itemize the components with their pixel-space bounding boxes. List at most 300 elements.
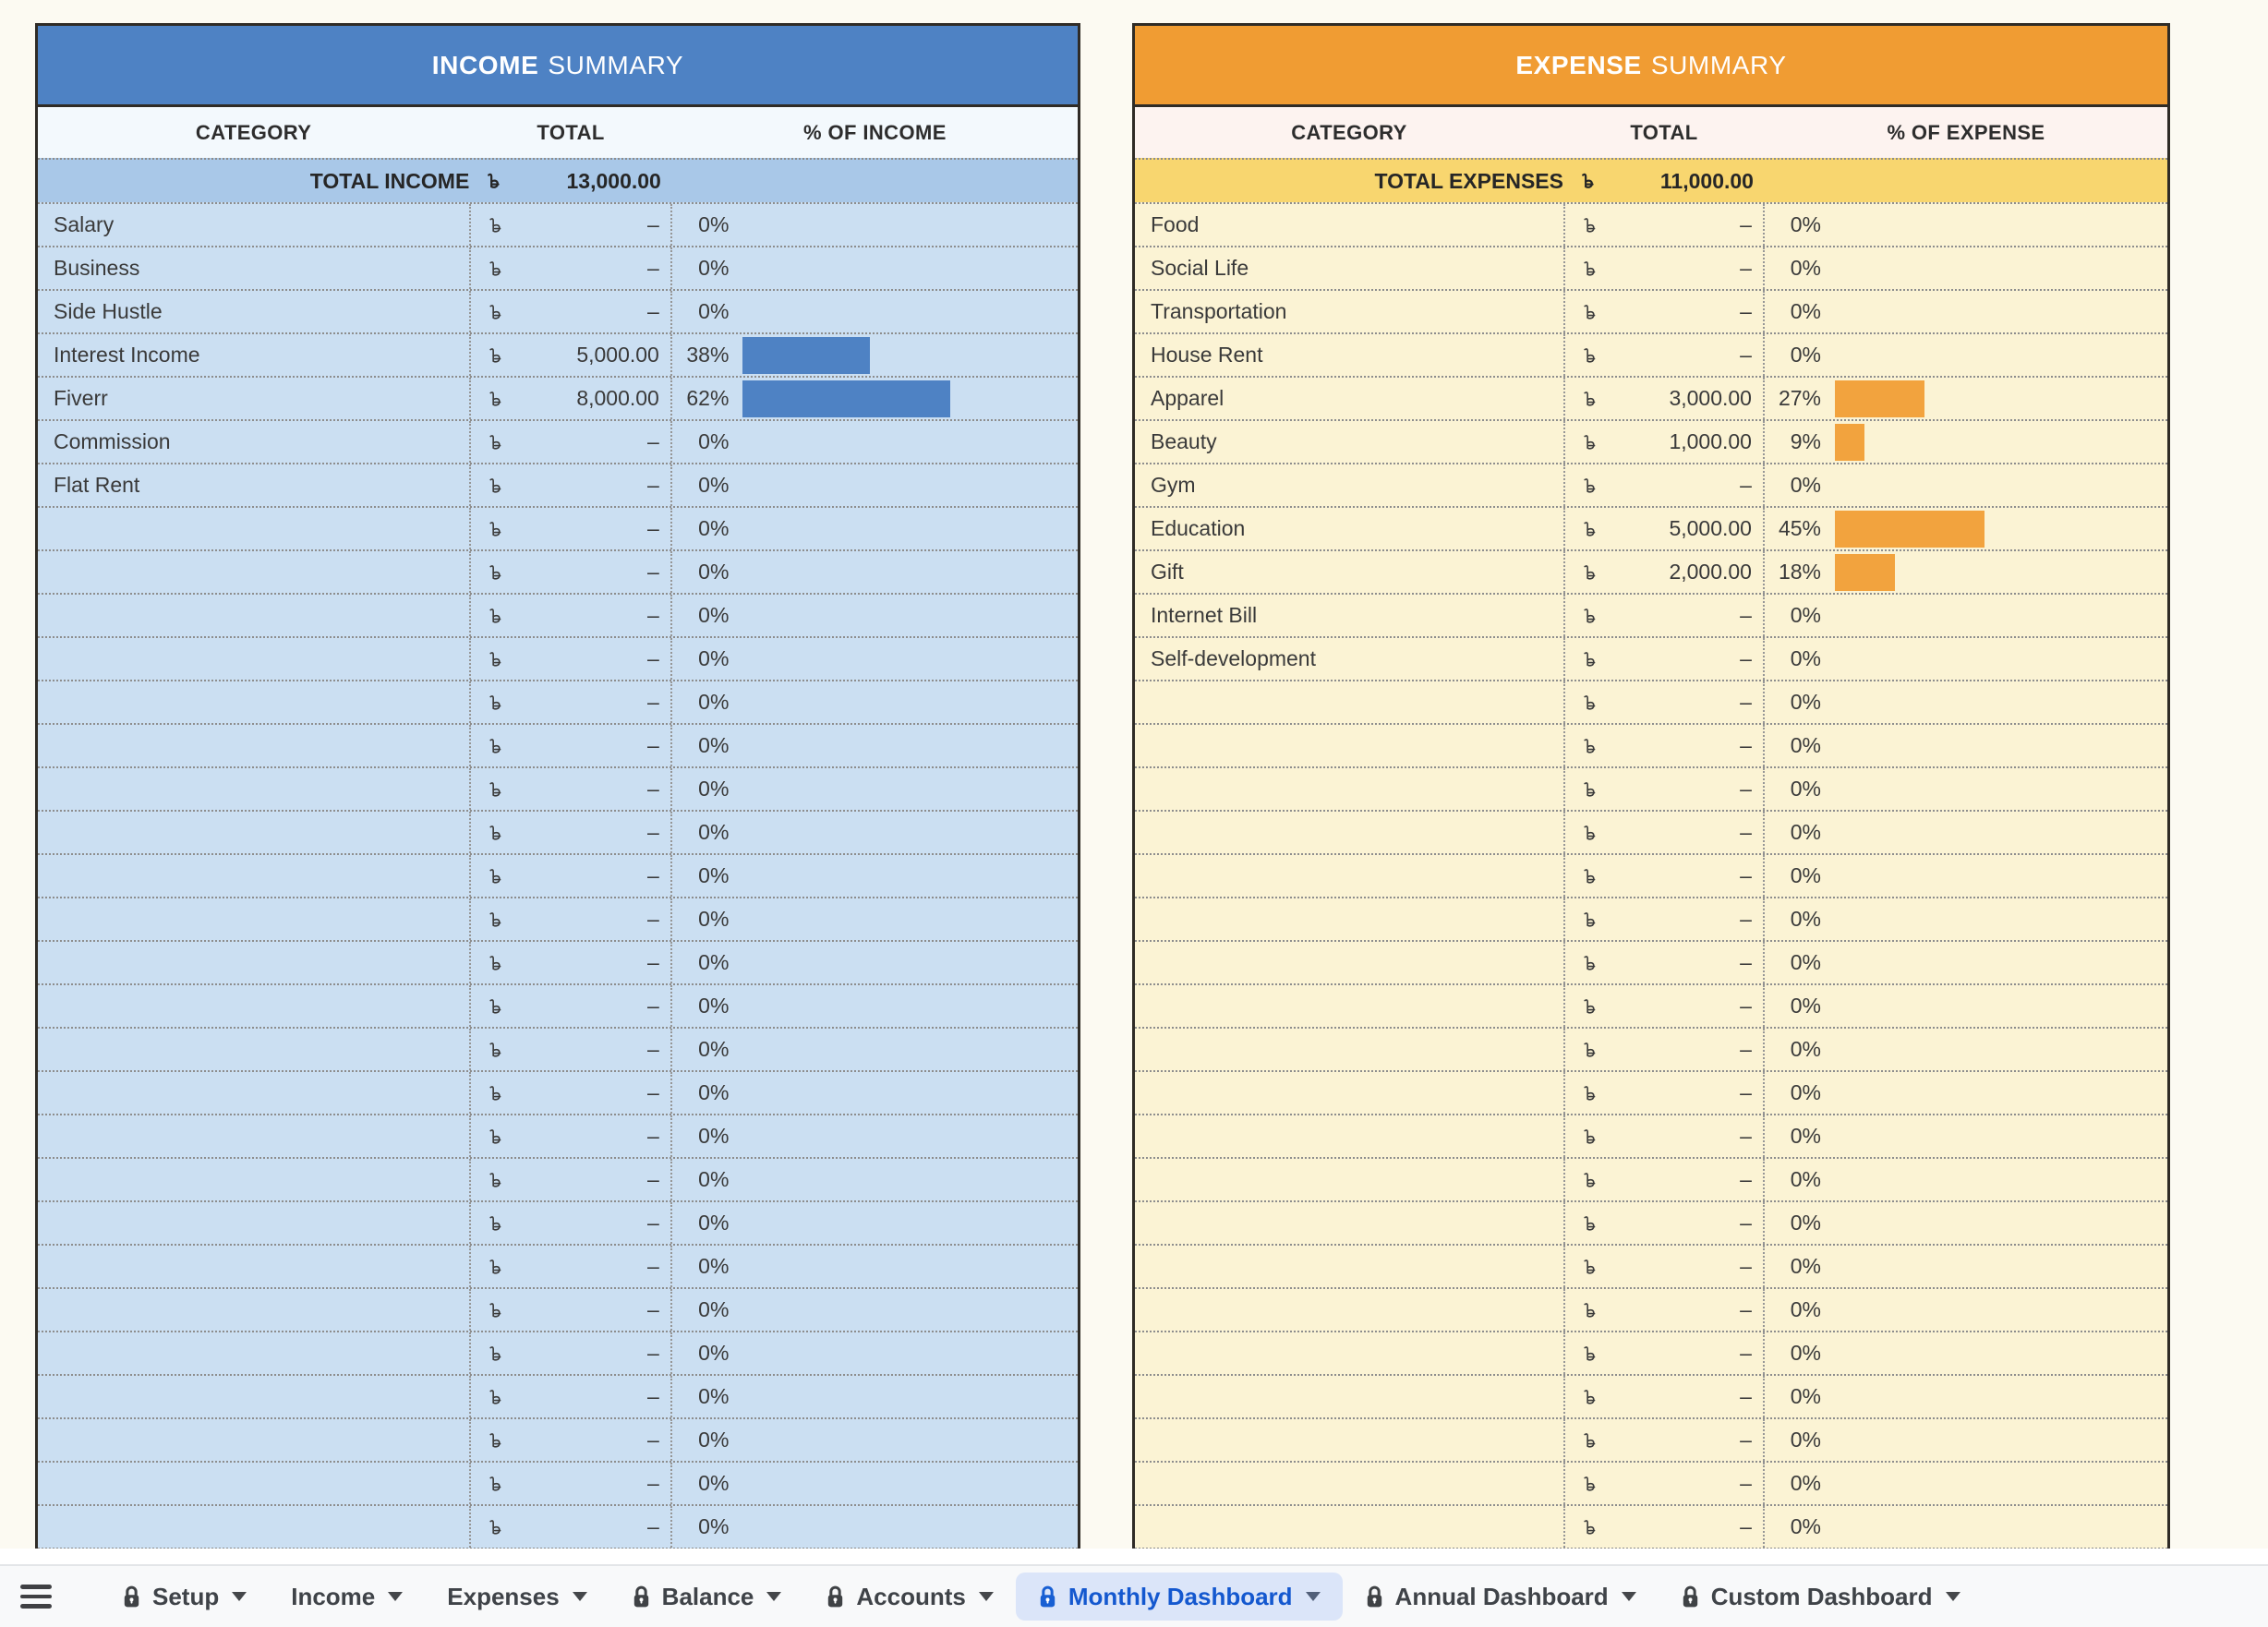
sheet-tab-label: Annual Dashboard [1394,1582,1609,1610]
category-cell[interactable]: Side Hustle [54,299,163,323]
category-cell[interactable]: Food [1151,212,1200,236]
amount-cell[interactable] [469,1463,672,1504]
sheet-tab-custom-dashboard[interactable] [1659,1573,1983,1621]
category-cell[interactable] [38,1419,469,1461]
percent-cell[interactable]: 0% [1790,1297,1821,1321]
amount-cell[interactable] [469,855,672,897]
category-cell[interactable]: Flat Rent [54,473,140,497]
percent-cell[interactable]: 0% [698,820,730,844]
amount-cell[interactable] [469,898,672,940]
percent-cell[interactable]: 9% [1790,429,1821,453]
income-row [38,1417,1078,1461]
percent-cell[interactable]: 0% [1790,343,1821,367]
expense-column-headers [1135,107,2167,158]
percent-cell[interactable]: 0% [1790,299,1821,323]
percent-cell[interactable]: 0% [698,1428,730,1452]
category-cell[interactable]: Internet Bill [1151,603,1258,627]
percent-bar-cell [1835,681,2167,723]
chevron-down-icon[interactable] [1306,1592,1321,1601]
percent-bar-cell [1835,1289,2167,1331]
category-cell[interactable] [1135,1376,1563,1417]
category-cell[interactable]: Apparel [1151,386,1224,410]
percent-cell[interactable]: 0% [698,603,730,627]
percent-bar-cell [742,855,1078,897]
amount-cell[interactable] [1563,1463,1765,1504]
amount-cell[interactable] [469,1332,672,1374]
taka-currency-icon [488,649,502,669]
amount-cell[interactable] [469,1376,672,1417]
category-cell[interactable] [1135,1289,1563,1331]
taka-currency-icon [1582,693,1597,713]
taka-currency-icon [488,606,502,626]
amount-cell[interactable] [469,1246,672,1287]
category-cell[interactable] [1135,1202,1563,1244]
percent-cell[interactable]: 0% [1790,1124,1821,1148]
total-income-row[interactable] [38,158,1078,202]
percent-cell[interactable]: 0% [698,212,730,236]
income-row [38,1157,1078,1200]
category-cell[interactable] [38,638,469,680]
category-cell[interactable] [1135,1463,1563,1504]
percent-cell[interactable]: 0% [698,863,730,887]
category-cell[interactable] [38,985,469,1027]
category-cell[interactable] [38,551,469,593]
percent-cell[interactable]: 0% [1790,820,1821,844]
amount-value: 3,000.00 [1669,386,1752,410]
income-row [38,202,1078,246]
amount-cell[interactable] [1563,204,1765,246]
category-cell[interactable]: Salary [54,212,115,236]
category-cell[interactable]: Gym [1151,473,1196,497]
category-cell[interactable] [38,725,469,766]
amount-cell[interactable] [1563,1506,1765,1548]
chevron-down-icon[interactable] [232,1592,247,1601]
percent-cell[interactable]: 0% [1790,1341,1821,1365]
taka-currency-icon [1582,823,1597,843]
percent-cell[interactable]: 0% [1790,907,1821,931]
percent-cell[interactable]: 27% [1778,386,1821,410]
taka-currency-icon [486,171,501,191]
category-cell[interactable] [38,1202,469,1244]
taka-currency-icon [1582,476,1597,496]
expense-row [1135,549,2167,593]
taka-currency-icon [1582,302,1597,322]
category-cell[interactable] [1135,812,1563,853]
amount-value: – [1740,1080,1752,1104]
sheet-tab-expenses[interactable] [425,1573,609,1621]
amount-value: – [1740,950,1752,974]
amount-cell[interactable] [1563,812,1765,853]
amount-cell[interactable] [1563,985,1765,1027]
chevron-down-icon[interactable] [766,1592,781,1601]
expense-row [1135,289,2167,332]
expense-row [1135,1461,2167,1504]
amount-value: – [647,1080,659,1104]
amount-cell[interactable] [1563,725,1765,766]
percent-cell[interactable]: 0% [698,994,730,1018]
percent-bar-cell [742,1115,1078,1157]
category-cell[interactable]: Social Life [1151,256,1249,280]
amount-cell[interactable] [1563,1072,1765,1114]
taka-currency-icon [1580,171,1595,191]
category-cell[interactable] [38,898,469,940]
amount-cell[interactable] [1563,1332,1765,1374]
all-sheets-menu-icon[interactable] [20,1585,52,1609]
percent-bar-cell [1835,1463,2167,1504]
category-cell[interactable]: Fiverr [54,386,108,410]
percent-bar-cell [1835,768,2167,810]
category-cell[interactable] [1135,898,1563,940]
taka-currency-icon [1582,1344,1597,1364]
percent-bar [1835,554,1895,591]
amount-cell[interactable] [469,1202,672,1244]
percent-cell[interactable]: 0% [698,429,730,453]
amount-cell[interactable] [469,942,672,983]
percent-cell[interactable]: 18% [1778,560,1821,584]
category-cell[interactable] [38,942,469,983]
percent-cell[interactable]: 0% [1790,1254,1821,1278]
percent-cell[interactable]: 0% [698,1254,730,1278]
taka-currency-icon [1582,259,1597,279]
percent-cell[interactable]: 0% [1790,994,1821,1018]
amount-cell[interactable] [469,725,672,766]
amount-cell[interactable] [469,291,672,332]
category-cell[interactable] [38,1463,469,1504]
percent-cell[interactable]: 0% [1790,950,1821,974]
category-cell[interactable] [1135,1332,1563,1374]
category-cell[interactable] [38,1115,469,1157]
percent-cell[interactable]: 38% [686,343,730,367]
category-cell[interactable] [38,1376,469,1417]
percent-bar-cell [742,898,1078,940]
percent-bar-cell [742,1289,1078,1331]
sheet-tab-label: Income [291,1582,376,1610]
amount-cell[interactable] [469,551,672,593]
amount-cell[interactable] [469,1289,672,1331]
income-row [38,897,1078,940]
income-row [38,332,1078,376]
amount-value: – [647,1167,659,1191]
category-cell[interactable] [1135,855,1563,897]
sheet-tab-income[interactable] [269,1573,425,1621]
category-cell[interactable] [38,1289,469,1331]
category-cell[interactable] [38,812,469,853]
amount-cell[interactable] [469,204,672,246]
percent-cell[interactable]: 0% [1790,733,1821,757]
amount-cell[interactable] [469,1029,672,1070]
column-header-total: TOTAL [1630,120,1698,144]
percent-bar-cell [742,1463,1078,1504]
percent-cell[interactable]: 0% [698,256,730,280]
title-rest: SUMMARY [548,50,684,79]
taka-currency-icon [1582,1127,1597,1147]
category-cell[interactable] [38,1072,469,1114]
taka-currency-icon [488,519,502,539]
amount-value: – [647,820,659,844]
chevron-down-icon[interactable] [1946,1592,1960,1601]
category-cell[interactable]: Beauty [1151,429,1217,453]
category-cell[interactable] [38,681,469,723]
percent-cell[interactable]: 0% [698,733,730,757]
percent-bar [1835,380,1924,417]
amount-cell[interactable] [469,247,672,289]
amount-value: – [647,1037,659,1061]
percent-cell[interactable]: 0% [698,1167,730,1191]
category-cell[interactable] [1135,1159,1563,1200]
category-cell[interactable] [38,1246,469,1287]
category-cell[interactable]: Business [54,256,140,280]
taka-currency-icon [1582,1300,1597,1320]
percent-cell[interactable]: 0% [1790,1080,1821,1104]
category-cell[interactable] [1135,725,1563,766]
percent-bar-cell [1835,334,2167,376]
income-row [38,636,1078,680]
amount-value: – [647,1514,659,1538]
percent-cell[interactable]: 0% [1790,1514,1821,1538]
taka-currency-icon [488,779,502,800]
taka-currency-icon [488,823,502,843]
percent-bar-cell [1835,1376,2167,1417]
amount-cell[interactable] [1563,247,1765,289]
amount-cell[interactable] [469,681,672,723]
amount-cell[interactable] [469,768,672,810]
amount-value: 2,000.00 [1669,560,1752,584]
percent-cell[interactable]: 0% [698,690,730,714]
amount-cell[interactable] [469,421,672,463]
percent-bar-cell [1835,247,2167,289]
category-cell[interactable] [38,1506,469,1548]
taka-currency-icon [488,996,502,1017]
expense-row [1135,463,2167,506]
percent-bar-cell [1835,595,2167,636]
category-cell[interactable]: Self-development [1151,646,1316,670]
amount-cell[interactable] [1563,1029,1765,1070]
category-cell[interactable] [1135,1419,1563,1461]
percent-cell[interactable]: 0% [698,1297,730,1321]
amount-value: – [1740,1471,1752,1495]
percent-bar-cell [742,291,1078,332]
sheet-tab-setup[interactable] [100,1573,269,1621]
percent-cell[interactable]: 0% [1790,1384,1821,1408]
category-cell[interactable]: House Rent [1151,343,1263,367]
amount-cell[interactable] [1563,1419,1765,1461]
amount-cell[interactable] [1563,378,1765,419]
amount-cell[interactable] [469,378,672,419]
percent-cell[interactable]: 0% [1790,777,1821,801]
category-cell[interactable]: Gift [1151,560,1184,584]
amount-cell[interactable] [1563,551,1765,593]
percent-bar [1835,424,1864,461]
amount-cell[interactable] [469,464,672,506]
amount-cell[interactable] [1563,1115,1765,1157]
category-cell[interactable] [38,508,469,549]
percent-cell[interactable]: 0% [698,777,730,801]
amount-cell[interactable] [1563,1159,1765,1200]
percent-cell[interactable]: 0% [698,1471,730,1495]
amount-cell[interactable] [1563,291,1765,332]
amount-cell[interactable] [1563,942,1765,983]
category-cell[interactable] [1135,681,1563,723]
category-cell[interactable] [38,1159,469,1200]
percent-cell[interactable]: 0% [698,516,730,540]
category-cell[interactable] [38,1332,469,1374]
category-cell[interactable]: Commission [54,429,171,453]
percent-cell[interactable]: 0% [1790,212,1821,236]
title-bold: EXPENSE [1515,50,1642,79]
category-cell[interactable] [1135,1246,1563,1287]
amount-cell[interactable] [469,638,672,680]
chevron-down-icon[interactable] [573,1592,587,1601]
percent-cell[interactable]: 0% [698,1037,730,1061]
chevron-down-icon[interactable] [1622,1592,1636,1601]
chevron-down-icon[interactable] [979,1592,994,1601]
amount-value: – [647,1384,659,1408]
expense-row [1135,1374,2167,1417]
income-row [38,549,1078,593]
taka-currency-icon [488,476,502,496]
amount-cell[interactable] [1563,421,1765,463]
expense-row [1135,766,2167,810]
expense-row [1135,1417,2167,1461]
content-bottom-gap [0,1549,2268,1564]
percent-cell[interactable]: 0% [698,1341,730,1365]
percent-cell[interactable]: 0% [1790,690,1821,714]
amount-cell[interactable] [469,1115,672,1157]
percent-cell[interactable]: 0% [1790,256,1821,280]
percent-bar-cell [1835,551,2167,593]
amount-cell[interactable] [1563,1202,1765,1244]
amount-cell[interactable] [1563,1376,1765,1417]
category-cell[interactable] [1135,1115,1563,1157]
total-expenses-label: TOTAL EXPENSES [1374,168,1563,193]
percent-bar-cell [742,1246,1078,1287]
percent-cell[interactable]: 0% [698,1211,730,1235]
category-cell[interactable]: Transportation [1151,299,1287,323]
category-cell[interactable] [38,768,469,810]
percent-cell[interactable]: 0% [698,473,730,497]
percent-bar-cell [1835,291,2167,332]
amount-cell[interactable] [469,334,672,376]
column-header-category: CATEGORY [195,120,312,144]
percent-cell[interactable]: 0% [698,1080,730,1104]
percent-cell[interactable]: 0% [698,907,730,931]
sheet-tab-balance[interactable] [609,1573,804,1621]
percent-cell[interactable]: 0% [698,950,730,974]
percent-cell[interactable]: 0% [698,1124,730,1148]
percent-cell[interactable]: 0% [1790,646,1821,670]
amount-cell[interactable] [1563,464,1765,506]
amount-cell[interactable] [1563,638,1765,680]
amount-cell[interactable] [1563,508,1765,549]
amount-cell[interactable] [1563,595,1765,636]
percent-cell[interactable]: 0% [1790,1471,1821,1495]
chevron-down-icon[interactable] [388,1592,403,1601]
percent-cell[interactable]: 0% [1790,473,1821,497]
amount-value: – [647,733,659,757]
income-row [38,1027,1078,1070]
category-cell[interactable] [38,1029,469,1070]
amount-value: – [1740,603,1752,627]
percent-cell[interactable]: 0% [698,1384,730,1408]
category-cell[interactable] [1135,1029,1563,1070]
amount-cell[interactable] [1563,334,1765,376]
expense-summary-title [1135,26,2167,107]
amount-cell[interactable] [469,595,672,636]
amount-value: – [647,603,659,627]
amount-value: – [647,950,659,974]
amount-cell[interactable] [1563,681,1765,723]
percent-cell[interactable]: 0% [1790,1428,1821,1452]
amount-cell[interactable] [469,1506,672,1548]
percent-cell[interactable]: 0% [698,299,730,323]
category-cell[interactable] [1135,942,1563,983]
amount-value: – [647,646,659,670]
percent-cell[interactable]: 0% [1790,1037,1821,1061]
income-row [38,463,1078,506]
category-cell[interactable] [1135,1506,1563,1548]
amount-cell[interactable] [469,1159,672,1200]
category-cell[interactable] [38,855,469,897]
percent-cell[interactable]: 0% [1790,1211,1821,1235]
percent-bar-cell [1835,1246,2167,1287]
amount-cell[interactable] [1563,855,1765,897]
percent-cell[interactable]: 0% [1790,863,1821,887]
category-cell[interactable] [1135,768,1563,810]
amount-cell[interactable] [1563,1246,1765,1287]
amount-cell[interactable] [469,508,672,549]
amount-value: – [1740,256,1752,280]
percent-bar-cell [742,247,1078,289]
amount-cell[interactable] [1563,898,1765,940]
expense-summary-table [1132,23,2170,1549]
amount-value: – [1740,1297,1752,1321]
amount-value: – [1740,343,1752,367]
percent-bar-cell [1835,204,2167,246]
amount-value: 1,000.00 [1669,429,1752,453]
percent-bar-cell [742,378,1078,419]
amount-value: – [647,1341,659,1365]
percent-cell[interactable]: 0% [698,1514,730,1538]
taka-currency-icon [488,910,502,930]
percent-cell[interactable]: 0% [1790,603,1821,627]
amount-cell[interactable] [469,985,672,1027]
amount-cell[interactable] [469,1419,672,1461]
category-cell[interactable] [1135,1072,1563,1114]
category-cell[interactable] [38,595,469,636]
category-cell[interactable] [1135,985,1563,1027]
percent-cell[interactable]: 62% [686,386,730,410]
percent-cell[interactable]: 45% [1778,516,1821,540]
sheet-tab-annual-dashboard[interactable] [1343,1573,1659,1621]
income-summary-title [38,26,1078,107]
amount-cell[interactable] [469,1072,672,1114]
amount-cell[interactable] [469,812,672,853]
category-cell[interactable]: Education [1151,516,1246,540]
amount-cell[interactable] [1563,1289,1765,1331]
expense-row [1135,680,2167,723]
sheet-tab-accounts[interactable] [803,1573,1015,1621]
expense-row [1135,1070,2167,1114]
amount-cell[interactable] [1563,768,1765,810]
percent-cell[interactable]: 0% [1790,1167,1821,1191]
category-cell[interactable]: Interest Income [54,343,200,367]
taka-currency-icon [488,1344,502,1364]
percent-cell[interactable]: 0% [698,646,730,670]
sheet-tab-monthly-dashboard[interactable] [1016,1573,1343,1621]
percent-cell[interactable]: 0% [698,560,730,584]
taka-currency-icon [1582,1170,1597,1190]
total-expenses-row[interactable] [1135,158,2167,202]
